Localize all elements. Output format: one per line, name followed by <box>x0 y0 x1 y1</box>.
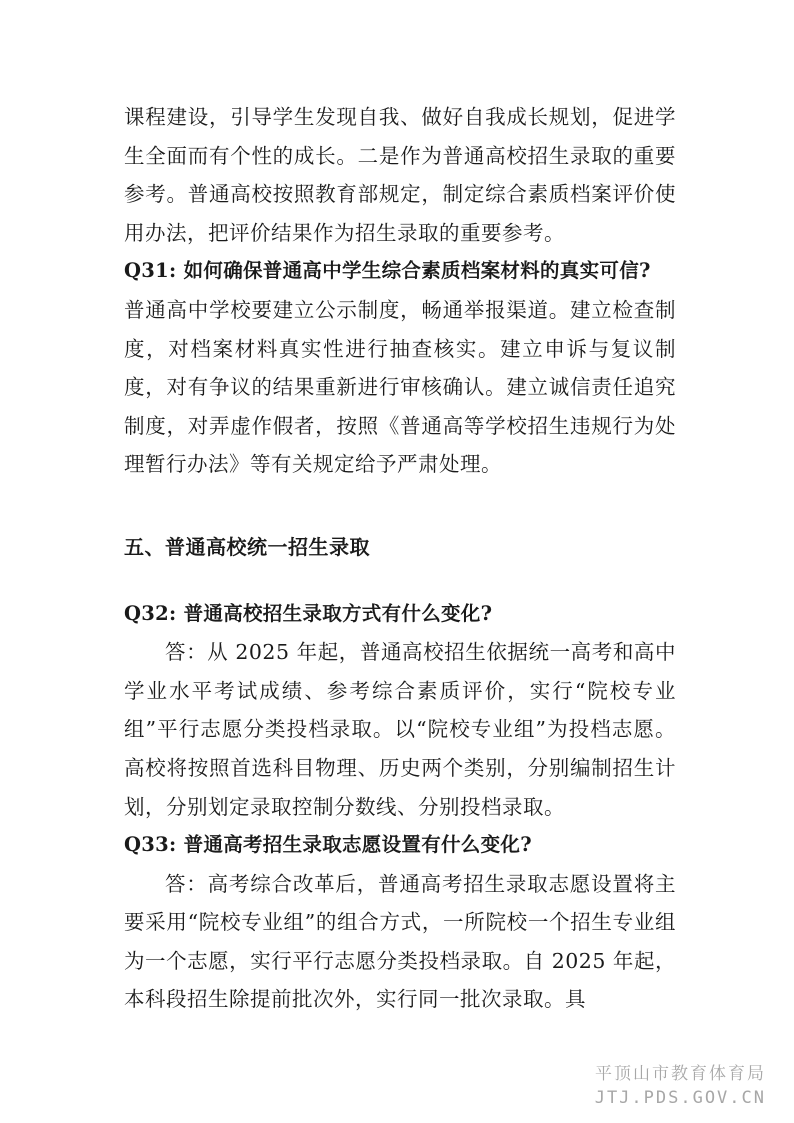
question-32-title: Q32: 普通高校招生录取方式有什么变化? <box>124 601 493 625</box>
question-32-answer: 答：从 2025 年起，普通高校招生依据统一高考和高中学业水平考试成绩、参考综合素质评价，实行“院校专业组”平行志愿分类投档录取。以“院校专业组”为投档志愿。高校将按照首选科目物理、历史两个类别，分别编制招生计划，分别划定录取控制分数线、分别投档录取。 <box>124 640 676 819</box>
question-33-answer: 答：高考综合改革后，普通高考招生录取志愿设置将主要采用“院校专业组”的组合方式，一所院校一个招生专业组为一个志愿，实行平行志愿分类投档录取。自 2025 年起，本科段招生除提前批次外，实行同一批次录取。具 <box>124 871 676 1012</box>
question-31-title: Q31: 如何确保普通高中学生综合素质档案材料的真实可信? <box>124 259 651 283</box>
watermark-org-name: 平顶山市教育体育局 <box>595 1064 766 1084</box>
section-heading: 五、普通高校统一招生录取 <box>124 534 370 559</box>
site-watermark <box>595 1062 766 1110</box>
spacer <box>124 484 676 528</box>
document-body <box>124 98 676 1019</box>
intro-paragraph: 课程建设，引导学生发现自我、做好自我成长规划，促进学生全面而有个性的成长。二是作为普通高校招生录取的重要参考。普通高校按照教育部规定，制定综合素质档案评价使用办法，把评价结果作为招生录取的重要参考。 <box>124 105 676 245</box>
watermark-url: JTJ.PDS.GOV.CN <box>594 1088 766 1108</box>
question-33-title: Q33: 普通高考招生录取志愿设置有什么变化? <box>124 833 532 857</box>
spacer <box>124 567 676 595</box>
question-31-answer: 普通高中学校要建立公示制度，畅通举报渠道。建立检查制度，对档案材料真实性进行抽查核实。建立申诉与复议制度，对有争议的结果重新进行审核确认。建立诚信责任追究制度，对弄虚作假者，按照《普通高等学校招生违规行为处理暂行办法》等有关规定给予严肃处理。 <box>124 297 676 477</box>
